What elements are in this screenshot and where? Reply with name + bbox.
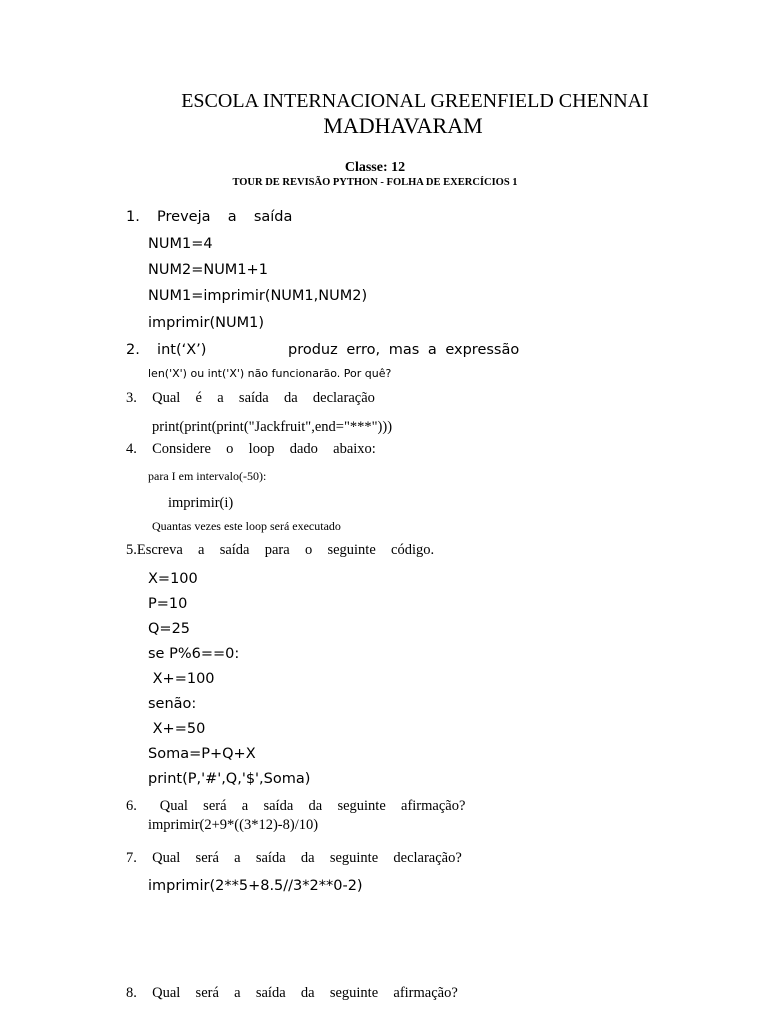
question-1-code-line: NUM1=4: [148, 236, 213, 252]
question-5-code-line: X=100: [148, 571, 198, 587]
question-5-code-line: P=10: [148, 596, 188, 612]
question-8-title: 8. Qual será a saída da seguinte afirmação?: [126, 985, 458, 1001]
question-4-prompt: Quantas vezes este loop será executado: [152, 519, 341, 533]
school-location: MADHAVARAM: [323, 113, 483, 138]
question-5-code-line: Q=25: [148, 621, 191, 637]
question-6-code: imprimir(2+9*((3*12)-8)/10): [148, 817, 319, 833]
question-2-note: len('X') ou int('X') não funcionarão. Por quê?: [148, 367, 392, 380]
question-1-code-line: NUM2=NUM1+1: [148, 262, 268, 278]
question-5-code-line: se P%6==0:: [148, 646, 240, 662]
question-1-code-line: NUM1=imprimir(NUM1,NUM2): [148, 288, 368, 304]
worksheet-subtitle: TOUR DE REVISÃO PYTHON - FOLHA DE EXERCÍCIOS 1: [232, 177, 518, 188]
question-2-title-continued: produz erro, mas a expressão: [288, 342, 520, 358]
question-4-loop-body: imprimir(i): [168, 495, 234, 511]
school-name: ESCOLA INTERNACIONAL GREENFIELD CHENNAI: [181, 90, 649, 112]
question-5-title: 5.Escreva a saída para o seguinte código.: [126, 542, 435, 558]
question-4-loop-line: para I em intervalo(-50):: [148, 469, 267, 483]
question-3-code: print(print(print("Jackfruit",end="***"))): [152, 419, 393, 435]
question-6-title: 6. Qual será a saída da seguinte afirmação?: [126, 798, 466, 814]
question-5-code-line: X+=50: [148, 721, 206, 737]
question-5-code-line: X+=100: [148, 671, 215, 687]
question-7-title: 7. Qual será a saída da seguinte declaração?: [126, 850, 462, 866]
question-5-code-line: print(P,'#',Q,'$',Soma): [148, 771, 311, 787]
question-5-code-line: Soma=P+Q+X: [148, 746, 256, 762]
class-label: Classe: 12: [344, 160, 406, 175]
question-5-code-line: senão:: [148, 696, 197, 712]
question-3-title: 3. Qual é a saída da declaração: [126, 390, 375, 406]
question-2-title: 2. int(‘X’): [126, 342, 207, 358]
question-7-code: imprimir(2**5+8.5//3*2**0-2): [148, 878, 363, 894]
question-4-title: 4. Considere o loop dado abaixo:: [126, 441, 376, 457]
question-1-title: 1. Preveja a saída: [126, 209, 293, 225]
question-1-code-line: imprimir(NUM1): [148, 315, 264, 331]
